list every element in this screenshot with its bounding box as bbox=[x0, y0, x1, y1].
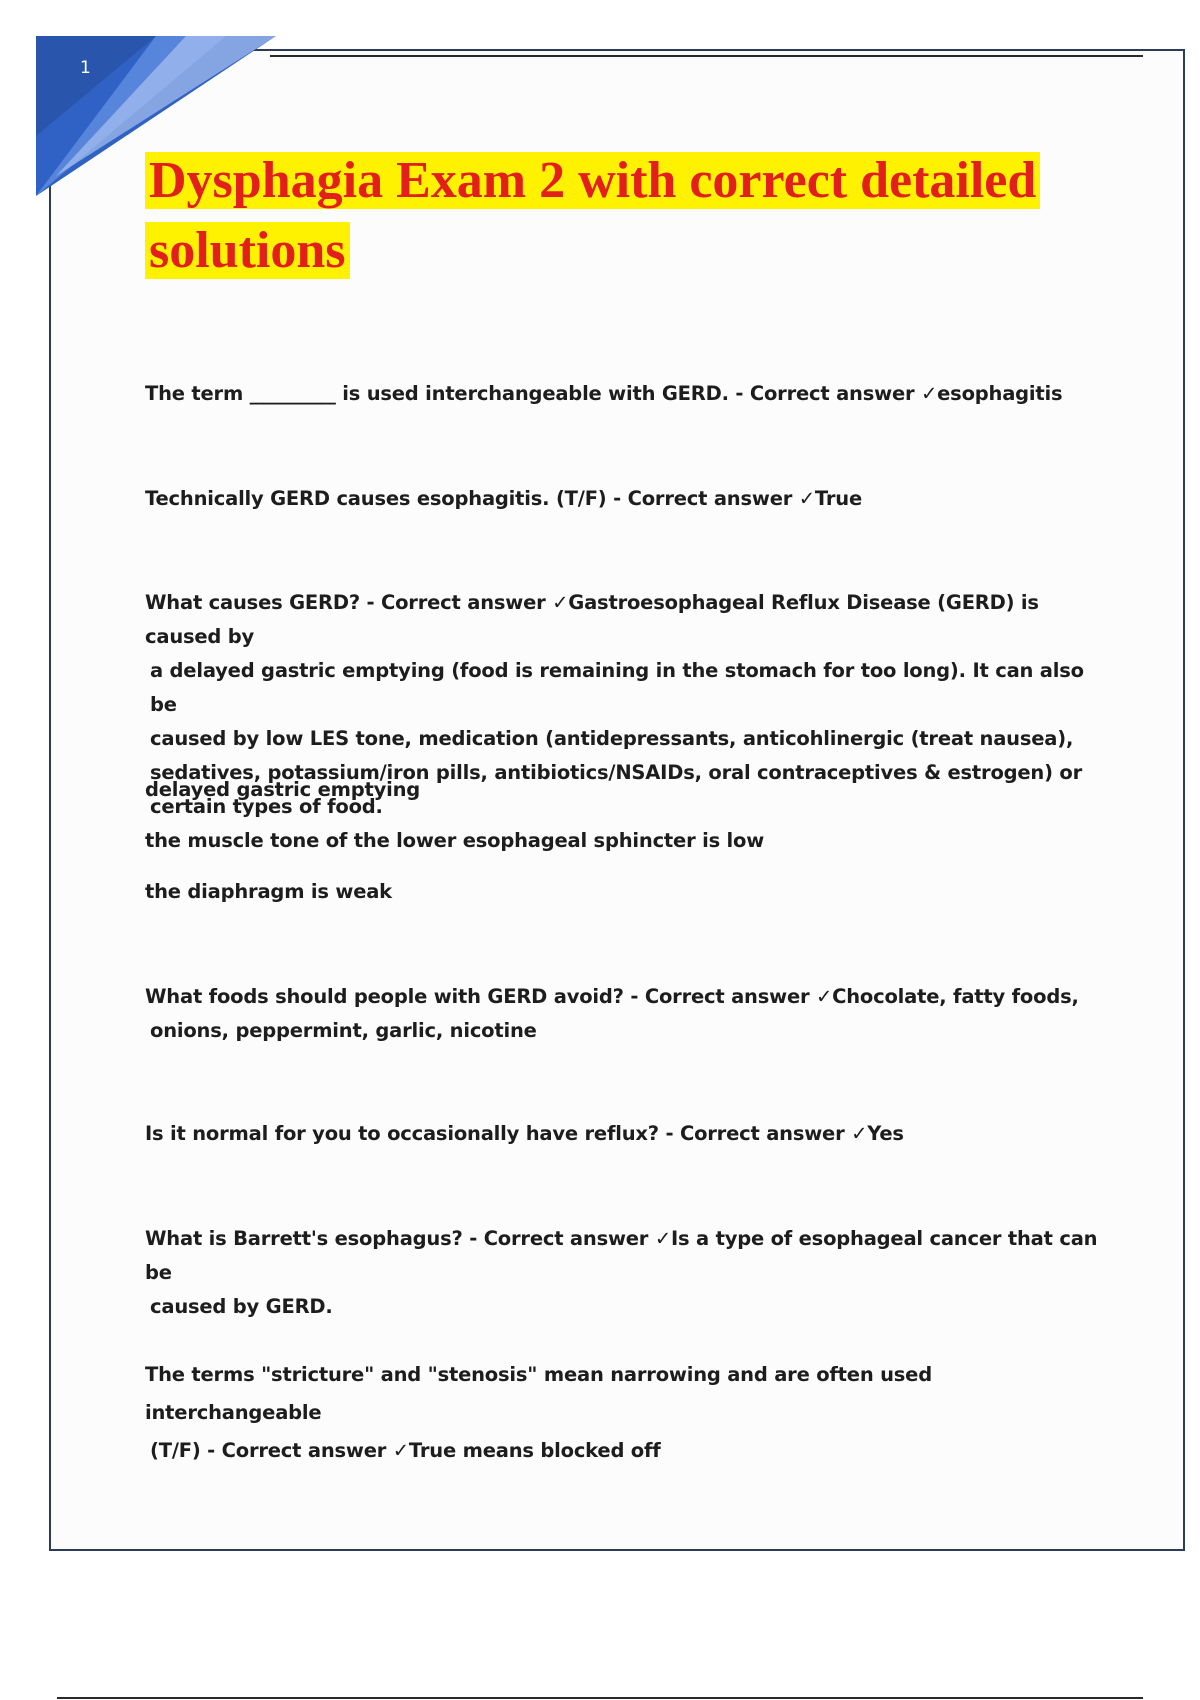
answer-text: Yes bbox=[867, 1122, 904, 1145]
question-text: (T/F) - bbox=[150, 1439, 222, 1462]
title-line-1: Dysphagia Exam 2 with correct detailed bbox=[145, 152, 1040, 209]
check-icon: ✓ bbox=[654, 1227, 671, 1250]
answer-text: True means blocked off bbox=[408, 1439, 661, 1462]
check-icon: ✓ bbox=[921, 382, 938, 405]
qa-item-4 bbox=[145, 980, 1105, 1048]
question-text: What foods should people with GERD avoid? - bbox=[145, 985, 645, 1008]
answer-label: Correct answer bbox=[483, 1227, 649, 1250]
answer-label: Correct answer bbox=[749, 382, 915, 405]
qa-item-5 bbox=[145, 1117, 1105, 1151]
answer-continuation: onions, peppermint, garlic, nicotine bbox=[150, 1019, 537, 1042]
question-continuation bbox=[145, 1432, 1105, 1470]
answer-label: Correct answer bbox=[381, 591, 546, 614]
question-text: What is Barrett's esophagus? - bbox=[145, 1227, 484, 1250]
check-icon: ✓ bbox=[851, 1122, 868, 1145]
answer-continuation: caused by GERD. bbox=[150, 1295, 333, 1318]
check-icon: ✓ bbox=[815, 985, 833, 1008]
question-text: Technically GERD causes esophagitis. (T/F) - bbox=[145, 487, 628, 510]
answer-text: esophagitis bbox=[937, 382, 1063, 405]
answer-text: Gastroesophageal Reflux Disease (GERD) is caused by bbox=[145, 591, 1039, 648]
answer-label: Correct answer bbox=[644, 985, 810, 1008]
answer-label: Correct answer bbox=[627, 487, 793, 510]
qa-item-6 bbox=[145, 1222, 1105, 1324]
qa-item-2 bbox=[145, 482, 1105, 516]
answer-continuation: a delayed gastric emptying (food is remaining in the stomach for too long). It can also be bbox=[150, 659, 1084, 716]
check-icon: ✓ bbox=[552, 591, 569, 614]
check-icon: ✓ bbox=[798, 487, 815, 510]
answer-detail-line: the muscle tone of the lower esophageal sphincter is low bbox=[145, 829, 765, 852]
check-icon: ✓ bbox=[392, 1439, 409, 1462]
answer-label: Correct answer bbox=[221, 1439, 387, 1462]
footer-rule bbox=[57, 1697, 1143, 1699]
answer-text: Chocolate, fatty foods, bbox=[832, 985, 1079, 1008]
question-text: Is it normal for you to occasionally have reflux? - bbox=[145, 1122, 680, 1145]
title-line-2: solutions bbox=[145, 222, 350, 279]
answer-detail-line: the diaphragm is weak bbox=[145, 880, 392, 903]
question-text: The terms "stricture" and "stenosis" mean narrowing and are often used interchangeable bbox=[145, 1363, 932, 1424]
page-number: 1 bbox=[80, 58, 91, 78]
answer-continuation: sedatives, potassium/iron pills, antibiotics/NSAIDs, oral contraceptives & estrogen) or bbox=[150, 761, 1083, 784]
document-title bbox=[145, 146, 1045, 286]
answer-text: True bbox=[814, 487, 862, 510]
qa-item-1 bbox=[145, 377, 1105, 411]
answer-continuation: certain types of food. bbox=[150, 795, 383, 818]
answer-label: Correct answer bbox=[679, 1122, 845, 1145]
answer-detail-line: delayed gastric emptying bbox=[145, 778, 421, 801]
qa-item-7 bbox=[145, 1356, 1105, 1470]
answer-continuation: caused by low LES tone, medication (antidepressants, anticohlinergic (treat nausea), bbox=[150, 727, 1074, 750]
answer-text: Is a type of esophageal cancer that can be bbox=[145, 1227, 1098, 1284]
header-rule bbox=[270, 55, 1143, 57]
question-text: The term _________ is used interchangeable with GERD. - bbox=[145, 382, 750, 405]
question-text: What causes GERD? - bbox=[145, 591, 381, 614]
